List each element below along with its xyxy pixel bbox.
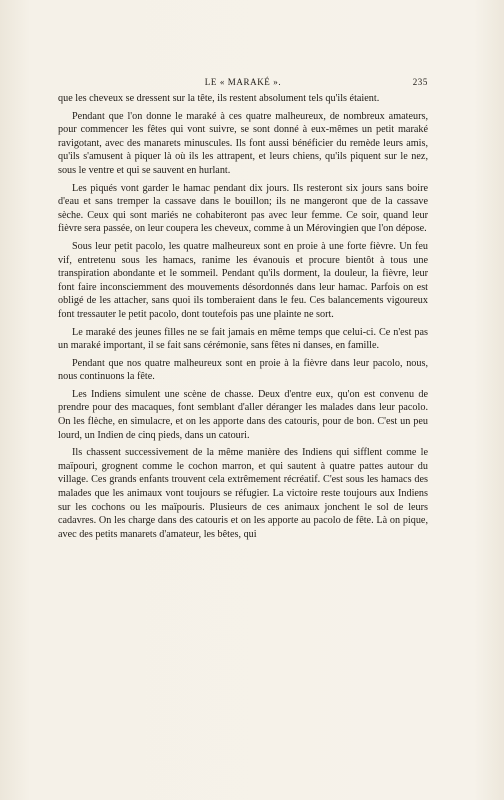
page-number: 235: [412, 77, 428, 87]
running-header: [58, 77, 428, 91]
body-text: [58, 92, 428, 545]
paragraph: Les piqués vont garder le hamac pendant dix jours. Ils resteront six jours sans boire d'eau et sans tremper la cassave dans le bouillon; ils ne mangeront que de la cassave sèche. Ceux qui sont mariés ne cohabiteront pas avec leur femme. Ce soir, quand leur fièvre sera passée, on leur coupera les cheveux, comme à un Mérovingien que l'on dépose.: [58, 182, 428, 235]
paragraph: Pendant que nos quatre malheureux sont en proie à la fièvre dans leur pacolo, nous, nous continuons la fête.: [58, 357, 428, 383]
paragraph: Les Indiens simulent une scène de chasse. Deux d'entre eux, qu'on est convenu de prendre pour des macaques, font semblant d'aller déranger les malades dans leur pacolo. On les flèche, en simulacre, et on les apporte dans des catouris, pour de bon. C'est un peu lourd, un Indien de cinq pieds, dans un catouri.: [58, 388, 428, 441]
paragraph: Ils chassent successivement de la même manière des Indiens qui sifflent comme le maïpouri, grognent comme le cochon marron, et qui sautent à quatre pattes autour du village. Ces grands enfants trouvent cela extrêmement récréatif. C'est sous les hamacs des malades que les animaux vont toujours se réfugier. La victoire reste toujours aux Indiens sur les cochons ou les maïpouris. Plusieurs de ces animaux jonchent le sol de leurs cadavres. On les charge dans des catouris et on les apporte au pacolo de fête. Là on pique, avec des petits manarets d'amateur, les bêtes, qui: [58, 447, 428, 540]
paragraph: que les cheveux se dressent sur la tête, ils restent absolument tels qu'ils étaient.: [58, 93, 380, 104]
running-title: LE « MARAKÉ ».: [204, 77, 282, 87]
paragraph: Pendant que l'on donne le maraké à ces quatre malheureux, de nombreux amateurs, pour commencer les fêtes qui vont suivre, se sont donné à eux-mêmes un petit maraké ravigotant, avec des manarets minuscules. Ils font aussi bénéficier du remède leurs amis, qu'ils s'amusent à piquer là où ils les attrapent, et leurs chiens, qu'ils piquent sur le nez, sous le ventre et qui se sauvent en hurlant.: [58, 110, 428, 176]
paragraph: Sous leur petit pacolo, les quatre malheureux sont en proie à une forte fièvre. Un feu vif, entretenu sous les hamacs, ranime les évanouis et procure bientôt à tous une transpiration abondante et le sommeil. Pendant qu'ils dorment, la douleur, la fièvre, leur font faire inconsciemment des mouvements désordonnés dans leur hamac. Parfois on est obligé de les attacher, sans quoi ils tomberaient dans le feu. Ces balancements vigoureux font tressauter le petit pacolo, dont toutefois pas une plainte ne sort.: [58, 240, 428, 320]
paragraph: Le maraké des jeunes filles ne se fait jamais en même temps que celui-ci. Ce n'est pas un maraké important, il se fait sans cérémonie, sans fêtes ni danses, en famille.: [58, 326, 428, 352]
